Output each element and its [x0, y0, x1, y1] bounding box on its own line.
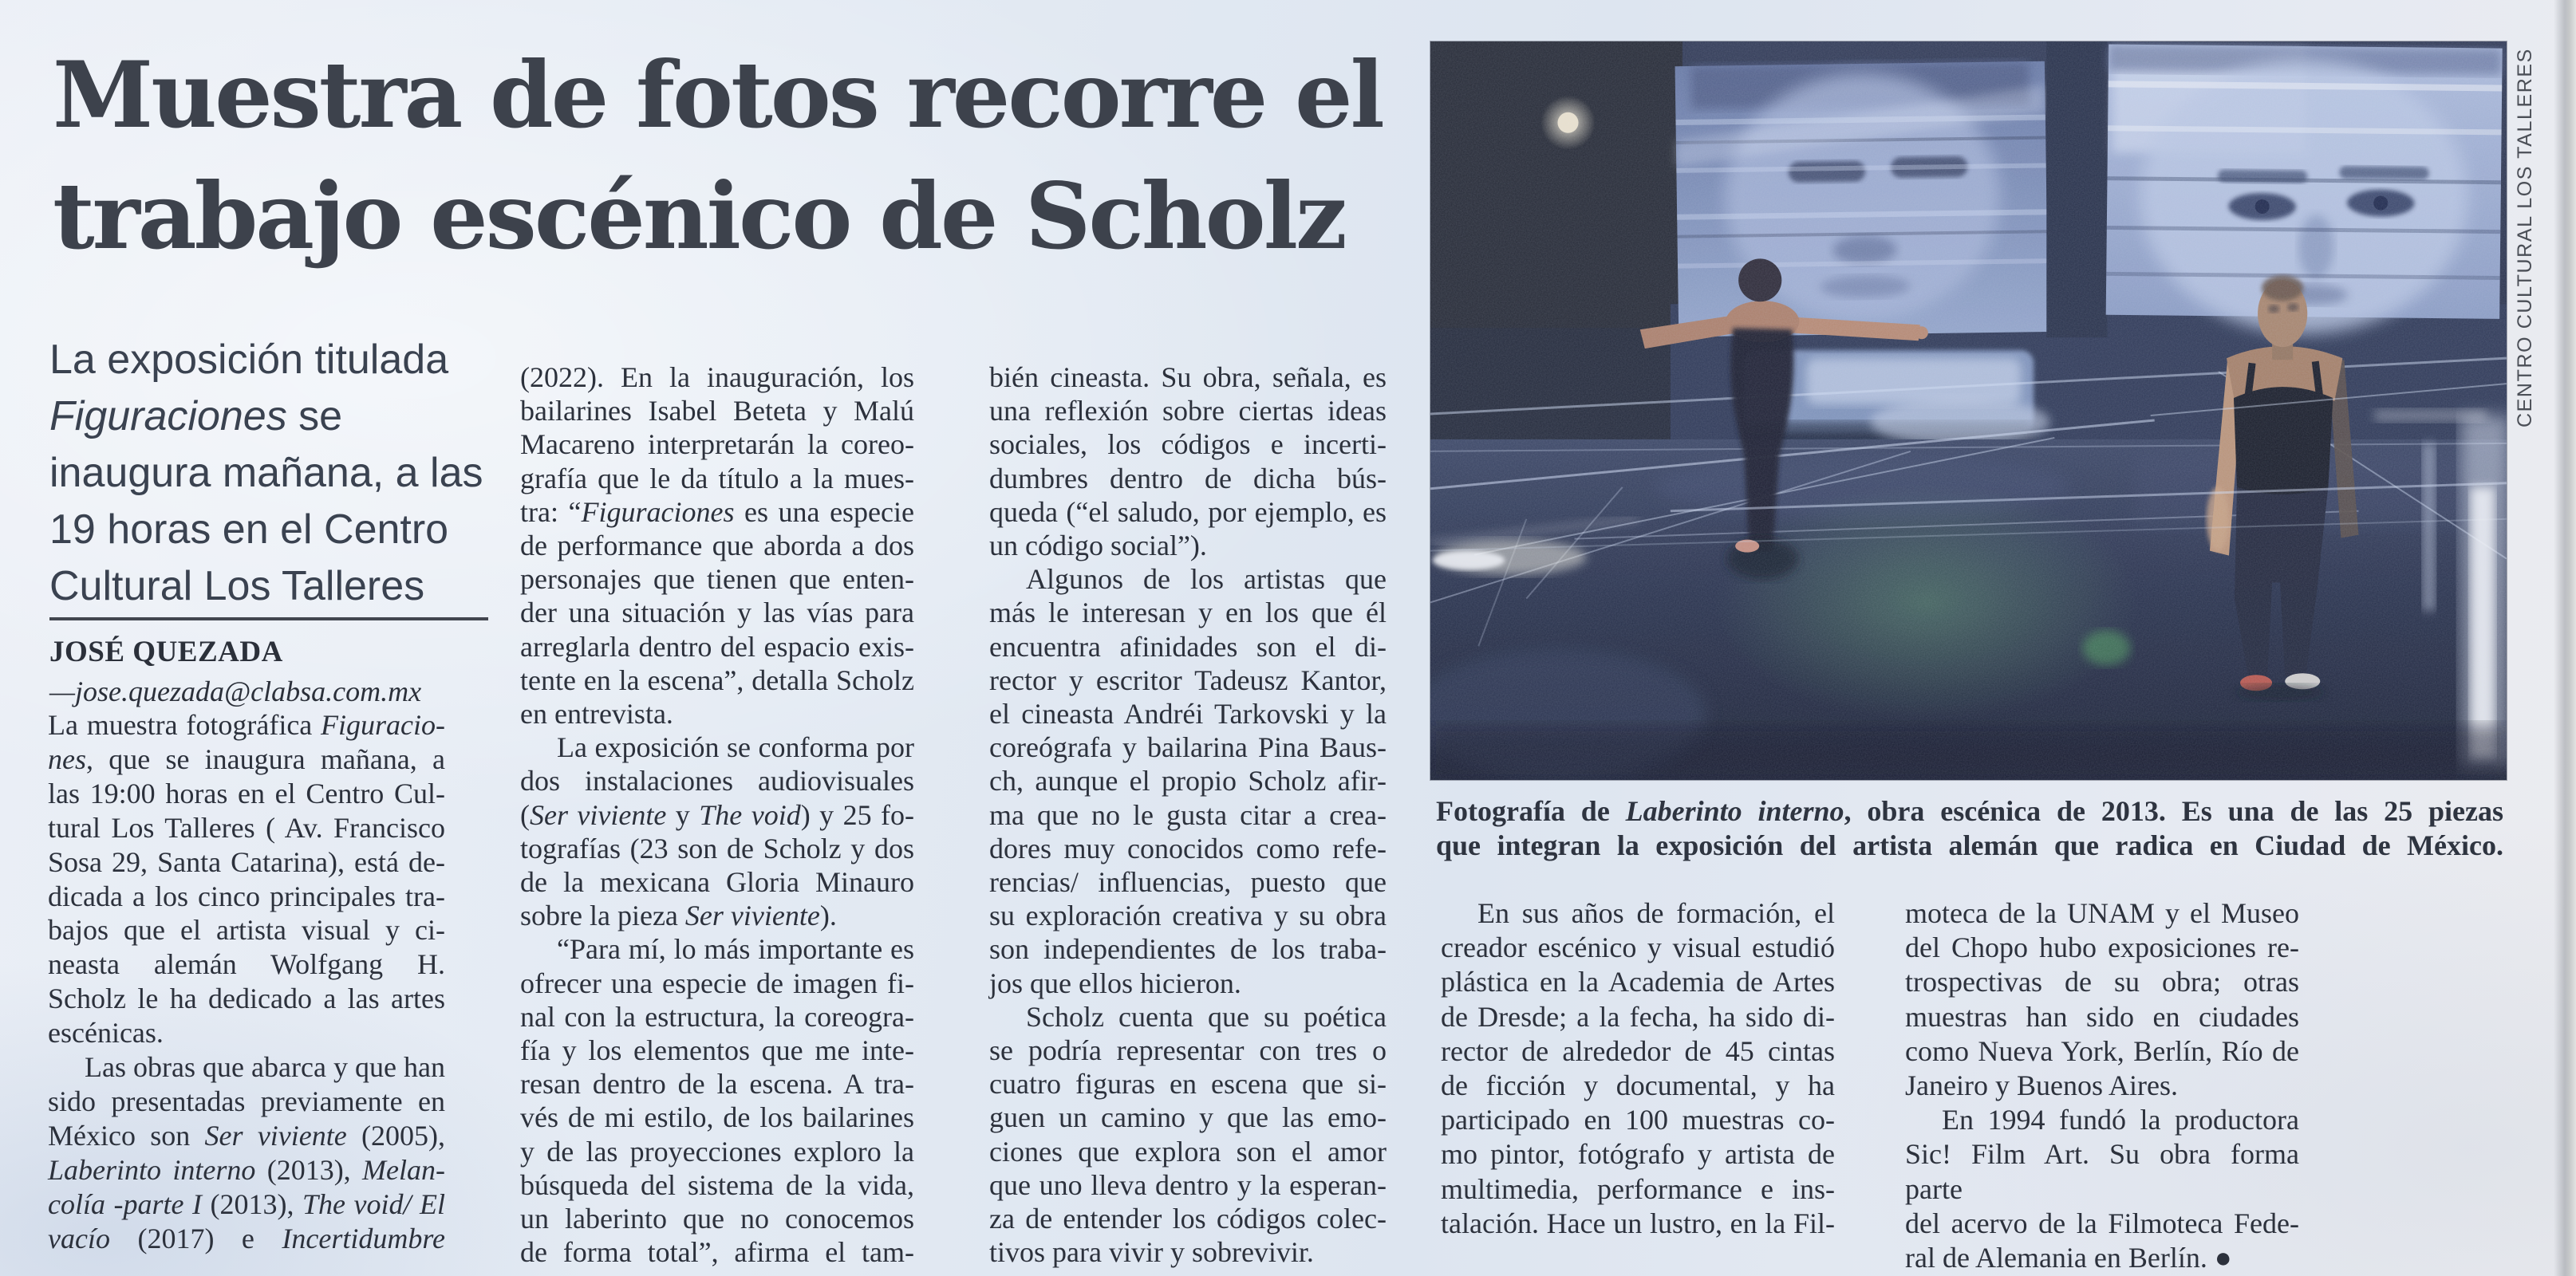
- article-column-4: [1441, 896, 1835, 1241]
- body-line: ciones que explora son el amor: [989, 1135, 1387, 1168]
- body-line: en entrevista.: [520, 698, 673, 731]
- body-line: queda (“el saludo, por ejemplo, es: [989, 495, 1387, 528]
- body-line: y de las proyecciones exploro la: [520, 1135, 914, 1168]
- article-column-1: [48, 708, 445, 1256]
- body-line: que uno lleva dentro y la esperan-: [989, 1168, 1387, 1201]
- body-line: sobre la pieza Ser viviente).: [520, 900, 837, 932]
- body-line: su exploración creativa y su obra: [989, 900, 1387, 932]
- standfirst-line: La exposición titulada: [49, 337, 449, 383]
- body-line: bién cineasta. Su obra, señala, es: [989, 361, 1387, 393]
- article-column-5: [1905, 896, 2299, 1275]
- standfirst-line: inaugura mañana, a las: [49, 450, 483, 496]
- byline-author: JOSÉ QUEZADA: [49, 636, 283, 668]
- body-line: dicada a los cinco principales tra-: [48, 880, 445, 912]
- body-line: Janeiro y Buenos Aires.: [1905, 1069, 2178, 1102]
- article-column-3: [989, 360, 1387, 1269]
- body-line: México son Ser viviente (2005),: [48, 1119, 445, 1152]
- body-line: cuatro figuras en escena que si-: [989, 1068, 1387, 1101]
- body-line: tural Los Talleres ( Av. Francisco: [48, 811, 445, 844]
- body-line: ofrecer una especie de imagen fi-: [520, 967, 914, 999]
- body-line: (2022). En la inauguración, los: [520, 361, 914, 393]
- standfirst-line: Figuraciones se: [49, 393, 343, 439]
- body-line: dos instalaciones audiovisuales: [520, 765, 914, 798]
- body-line: guen un camino y que las emo-: [989, 1101, 1387, 1134]
- body-line: resan dentro de la escena. A tra-: [520, 1068, 914, 1101]
- scan-page-edge: [2554, 0, 2576, 1276]
- body-line: creador escénico y visual estudió: [1441, 931, 1835, 964]
- caption-line: que integran la exposición del artista alemán que radica en Ciudad de México.: [1436, 829, 2503, 861]
- headline-line-1: Muestra de fotos recorre el: [53, 41, 1383, 148]
- body-line: jos que ellos hicieron.: [989, 967, 1241, 999]
- body-line: Scholz cuenta que su poética: [1026, 1000, 1387, 1033]
- body-line: escénicas.: [48, 1017, 164, 1050]
- body-line: dores muy conocidos como refe-: [989, 832, 1387, 864]
- stage-photo-art: [1430, 41, 2507, 780]
- body-line: za de entender los códigos colec-: [989, 1203, 1387, 1235]
- standfirst-line: Cultural Los Talleres: [49, 563, 425, 609]
- standfirst: [49, 332, 493, 615]
- body-line: tente en la escena”, detalla Scholz: [520, 664, 914, 696]
- body-line: sido presentadas previamente en: [48, 1085, 445, 1117]
- body-line: del Chopo hubo exposiciones re-: [1905, 931, 2299, 964]
- body-line: tografías (23 son de Scholz y dos: [520, 832, 914, 864]
- body-line: nal con la estructura, la coreogra-: [520, 1000, 914, 1033]
- body-line: Scholz le ha dedicado a las artes: [48, 983, 445, 1015]
- caption-line: Fotografía de Laberinto interno, obra escénica de 2013. Es una de las 25 piezas: [1436, 795, 2503, 827]
- body-line: se podría representar con tres o: [989, 1034, 1387, 1067]
- body-line: ma que no le gusta citar a crea-: [989, 798, 1387, 831]
- body-line: del acervo de la Filmoteca Fede-: [1905, 1207, 2299, 1239]
- body-line: son independientes de los traba-: [989, 933, 1387, 966]
- body-line: ral de Alemania en Berlín. ●: [1905, 1242, 2232, 1274]
- body-line: der una situación y las vías para: [520, 597, 914, 629]
- body-line: una reflexión sobre ciertas ideas: [989, 395, 1387, 427]
- body-line: más le interesan y en los que él: [989, 597, 1387, 629]
- body-line: de ficción y documental, y ha: [1441, 1069, 1835, 1102]
- body-line: Las obras que abarca y que han: [85, 1051, 445, 1084]
- body-line: talación. Hace un lustro, en la Fil-: [1441, 1207, 1835, 1239]
- body-line: como Nueva York, Berlín, Río de: [1905, 1034, 2299, 1067]
- body-line: trospectivas de su obra; otras: [1905, 966, 2299, 998]
- body-line: vacío (2017) e Incertidumbre: [48, 1222, 445, 1254]
- body-line: rector y escritor Tadeusz Kantor,: [989, 664, 1387, 696]
- body-line: el cineasta Andréi Tarkovski y la: [989, 698, 1387, 731]
- standfirst-line: 19 horas en el Centro: [49, 506, 449, 553]
- body-line: rector de alrededor de 45 cintas: [1441, 1034, 1835, 1067]
- body-line: En sus años de formación, el: [1477, 897, 1835, 929]
- body-line: coreógrafa y bailarina Pina Baus-: [989, 731, 1387, 764]
- body-line: las 19:00 horas en el Centro Cul-: [48, 777, 445, 809]
- body-line: fía y los elementos que me inte-: [520, 1034, 914, 1067]
- body-line: tivos para vivir y sobrevivir.: [989, 1236, 1314, 1269]
- body-line: rencias/ influencias, puesto que: [989, 866, 1387, 899]
- article-column-2: [520, 360, 914, 1269]
- body-line: Laberinto interno (2013), Melan-: [48, 1153, 445, 1186]
- body-line: Algunos de los artistas que: [1026, 563, 1387, 596]
- body-line: de la mexicana Gloria Minauro: [520, 866, 914, 899]
- body-line: dumbres dentro de dicha bús-: [989, 462, 1387, 494]
- body-line: encuentra afinidades son el di-: [989, 630, 1387, 663]
- body-line: neasta alemán Wolfgang H.: [48, 948, 445, 981]
- body-line: multimedia, performance e ins-: [1441, 1172, 1835, 1205]
- headline-line-2: trabajo escénico de Scholz: [53, 163, 1345, 270]
- body-line: mo pintor, fotógrafo y artista de: [1441, 1138, 1835, 1171]
- body-line: arreglarla dentro del espacio exis-: [520, 630, 914, 663]
- byline-rule: [49, 617, 488, 620]
- body-line: ch, aunque el propio Scholz afir-: [989, 765, 1387, 798]
- body-line: En 1994 fundó la productora: [1942, 1104, 2299, 1136]
- body-line: La exposición se conforma por: [557, 731, 914, 764]
- body-line: tra: “Figuraciones es una especie: [520, 495, 914, 528]
- body-line: bajos que el artista visual y ci-: [48, 914, 445, 947]
- body-line: de performance que aborda a dos: [520, 530, 914, 562]
- body-line: de forma total”, afirma el tam-: [520, 1236, 914, 1269]
- body-line: colía -parte I (2013), The void/ El: [48, 1187, 446, 1220]
- body-line: búsqueda del sistema de la vida,: [520, 1168, 914, 1201]
- body-line: un laberinto que no conocemos: [520, 1203, 914, 1235]
- body-line: moteca de la UNAM y el Museo: [1905, 897, 2299, 929]
- stage-photo: [1430, 41, 2507, 780]
- body-line: muestras han sido en ciudades: [1905, 1000, 2299, 1033]
- body-line: Macareno interpretarán la coreo-: [520, 428, 914, 461]
- photo-credit: CENTRO CULTURAL LOS TALLERES: [2514, 48, 2536, 427]
- body-line: (Ser viviente y The void) y 25 fo-: [520, 798, 915, 831]
- body-line: de Dresde; a la fecha, ha sido di-: [1441, 1000, 1835, 1033]
- byline-email: —jose.quezada@clabsa.com.mx: [49, 675, 422, 707]
- body-line: vés de mi estilo, de los bailarines: [520, 1101, 914, 1134]
- body-line: Sic! Film Art. Su obra forma parte: [1905, 1138, 2299, 1205]
- body-line: plástica en la Academia de Artes: [1441, 966, 1835, 998]
- body-line: “Para mí, lo más importante es: [557, 933, 914, 966]
- film-grain: [1430, 41, 2507, 780]
- body-line: La muestra fotográfica Figuracio-: [48, 709, 445, 741]
- photo-caption: [1436, 794, 2503, 863]
- body-line: Sosa 29, Santa Catarina), está de-: [48, 845, 445, 878]
- body-line: personajes que tienen que enten-: [520, 563, 914, 596]
- body-line: un código social”).: [989, 530, 1207, 562]
- body-line: participado en 100 muestras co-: [1441, 1104, 1835, 1136]
- body-line: grafía que le da título a la mues-: [520, 462, 914, 494]
- body-line: bailarines Isabel Beteta y Malú: [520, 395, 914, 427]
- body-line: sociales, los códigos e incerti-: [989, 428, 1387, 461]
- body-line: nes, que se inaugura mañana, a: [48, 742, 445, 775]
